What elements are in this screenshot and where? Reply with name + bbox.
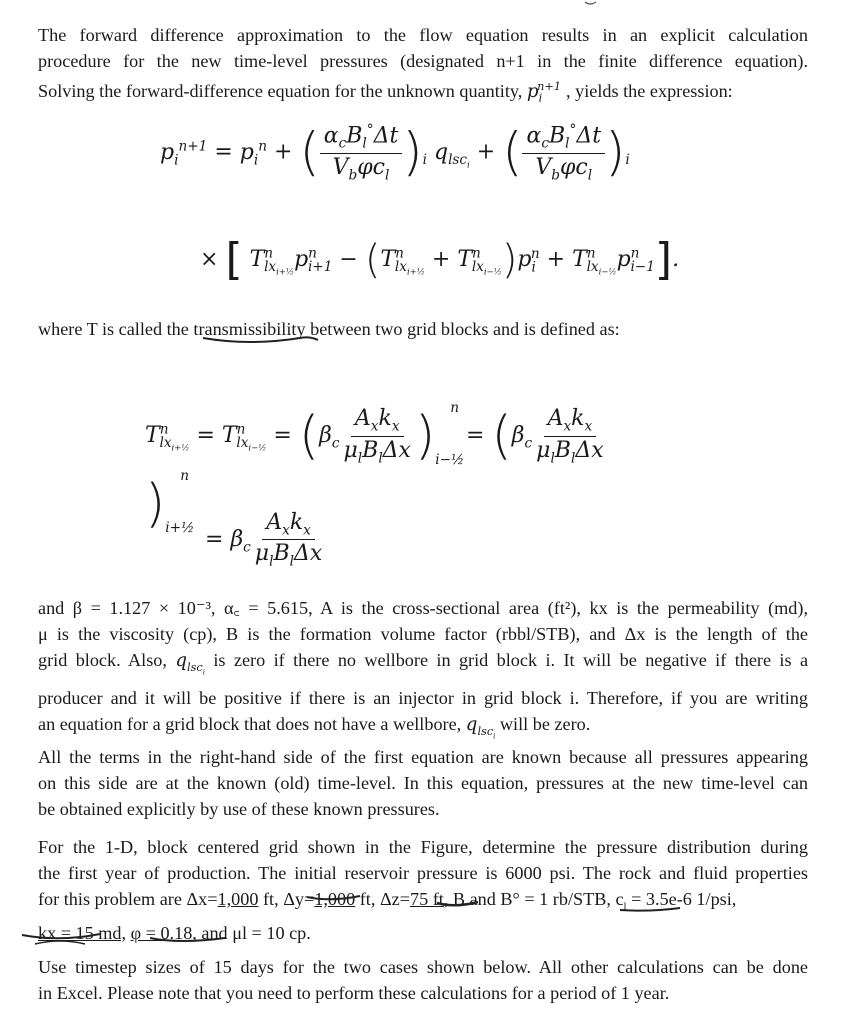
intro-line-3-pre: Solving the forward-difference equation for the unknown quantity,	[38, 81, 523, 102]
constants-line-5-pre: an equation for a grid block that does not have a wellbore,	[38, 713, 462, 734]
constants-line-3-post: is zero if there no wellbore in grid block i. It will be negative if there is a	[213, 650, 809, 670]
constants-line-4: producer and it will be positive if there is an injector in grid block i. Therefore, if you are writing	[38, 687, 808, 708]
transmissibility-term: transmissibility	[193, 319, 306, 339]
transmissibility-equation-line-1: $T^n_{lx_{i+\frac{1}{2}}} = T^n_{lx_{i-\frac{1}{2}}} = (\beta_c$ $\frac{A_xk_x}{\mu_lB_l\Delta x}$ )$_{i-\frac{1}{2}}^n = (\beta_c$ $\frac{A_xk_x}{\mu_lB_l\Delta x}$ )$_{i+\frac{1}{2}}^n$	[145, 400, 604, 536]
dx-value: 1,000	[217, 889, 259, 909]
explicit-line-3: be obtained explicitly by use of these known pressures.	[38, 799, 440, 819]
problem-line-2: the first year of production. The initial reservoir pressure is 6000 psi. The rock and fluid properties	[38, 863, 808, 883]
problem-line-1: For the 1-D, block centered grid shown in the Figure, determine the pressure distribution during	[38, 837, 808, 857]
explicit-line-1: All the terms in the right-hand side of the first equation are known because all pressures appearing	[38, 747, 808, 767]
problem-line-3-c: ft, Δz=	[359, 889, 410, 909]
dz-underline-mark	[437, 902, 478, 905]
transmissibility-underline-mark	[203, 337, 318, 342]
kx-underline-mark-2	[35, 941, 85, 944]
transmissibility-pre: where T is called the	[38, 319, 189, 339]
porosity-underline-mark	[150, 938, 225, 941]
porosity-value: φ = 0.18,	[130, 922, 197, 943]
problem-line-3-d: , B and B° = 1 rb/STB, c	[443, 889, 624, 909]
constants-line-5-post: will be zero.	[499, 713, 591, 734]
transmissibility-post: between two grid blocks and is defined as:	[310, 319, 620, 339]
q-lsc-symbol: $q_{lsc_i}$	[175, 650, 205, 676]
intro-line-1: The forward difference approximation to the flow equation results in an explicit calculation	[38, 25, 808, 45]
problem-line-3-a: for this problem are Δx=	[38, 889, 218, 909]
intro-line-2: procedure for the new time-level pressures (designated n+1 in the finite difference equation).	[38, 51, 808, 71]
constants-line-3-pre: grid block. Also,	[38, 650, 167, 670]
constants-line-2: μ is the viscosity (cp), B is the formation volume factor (rbbl/STB), and Δx is the length of the	[38, 624, 808, 644]
unknown-quantity-symbol: $p_i^{n+1}$	[526, 80, 562, 105]
problem-line-3: for this problem are Δx=1,000 ft, Δy=1,000 ft, Δz=75 ft, B and B° = 1 rb/STB, $c_l = 3.5e-6$ 1/psi,	[38, 889, 737, 913]
q-lsc-symbol-2: $q_{lsc_i}$	[465, 713, 496, 740]
kx-underline-mark	[22, 934, 100, 938]
explicit-line-2: on this side are at the known (old) time-level. In this equation, pressures at the new time-level can	[38, 773, 808, 793]
main-equation-line-2: × [ $T^n_{lx_{i+\frac{1}{2}}}p^n_{i+1} - (T^n_{lx_{i+\frac{1}{2}}} + T^n_{lx_{i-\frac{1}{2}}})p_i^n + T^n_{lx_{i-\frac{1}{2}}}p^n_{i-1}$].	[200, 234, 680, 285]
transmissibility-equation-line-2: = $\beta_c$ $\frac{A_xk_x}{\mu_lB_l\Delta x}$	[205, 510, 323, 570]
problem-line-3-b: ft, Δy=	[263, 889, 315, 909]
viscosity-value: and μl = 10 cp.	[201, 922, 311, 943]
timestep-line-2: in Excel. Please note that you need to perform these calculations for a period of 1 year.	[38, 983, 670, 1003]
dy-value: 1,000	[314, 889, 356, 909]
constants-line-1-rest: A is the cross-sectional area (ft²), kx is the permeability (md),	[320, 598, 808, 618]
timestep-line-1: Use timestep sizes of 15 days for the two cases shown below. All other calculations can be done	[38, 957, 808, 977]
main-equation-line-1: $p_i^{n+1} = p_i^n$ + ( $\frac{\alpha_cB_l^\circ\Delta t}{V_b\varphi c_l}$ )$_i$ $q_{lsc_i}$ + ( $\frac{\alpha_cB_l^\circ\Delta t}{V_b\varphi c_l}$ )$_i$	[160, 122, 630, 184]
kx-value: kx = 15 md,	[38, 922, 127, 943]
problem-line-3-e: = 3.5e-6 1/psi,	[626, 889, 737, 909]
dy-underline-mark	[307, 896, 360, 899]
intro-line-3-post: , yields the expression:	[566, 81, 733, 102]
corner-pen-mark	[585, 2, 596, 4]
ci-underline-mark	[620, 908, 680, 911]
constants-beta-alpha: and β = 1.127 × 10⁻³, α꜀ = 5.615,	[38, 598, 313, 618]
dz-value: 75 ft	[409, 889, 444, 909]
